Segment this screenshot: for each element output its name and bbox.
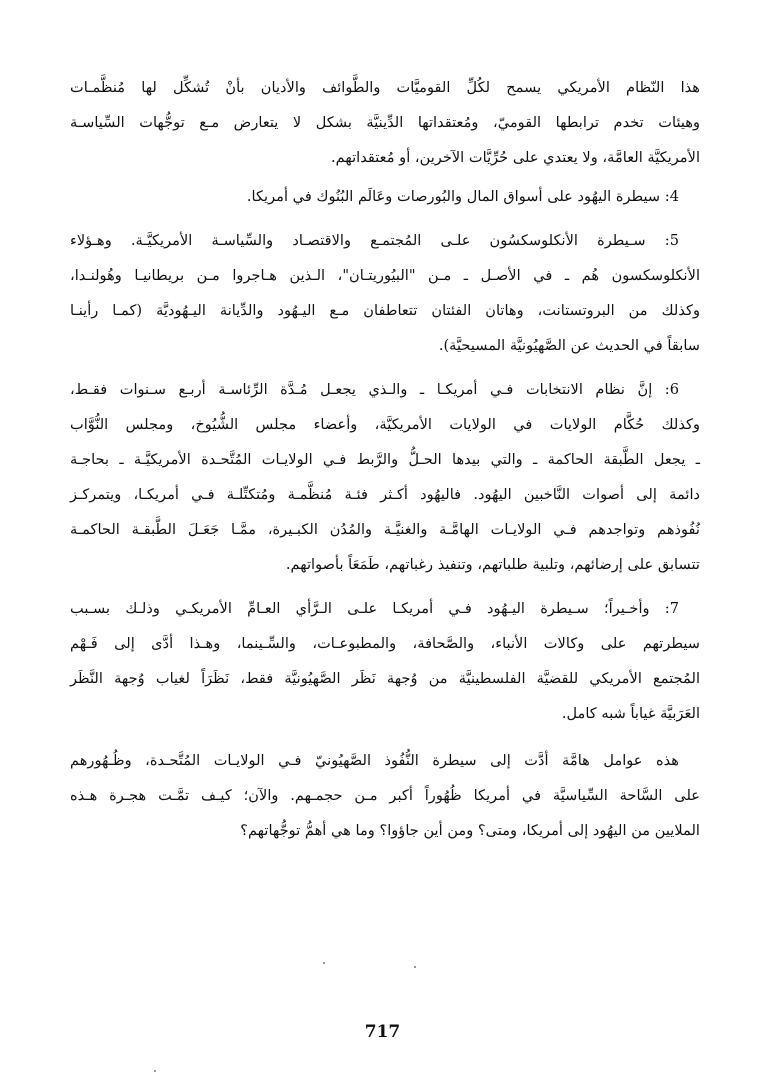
page-number: 717 (364, 1022, 401, 1042)
text-line: سابقاً في الحديث عن الصَّهيُونيَّة المسيحيَّة). (438, 337, 700, 354)
text-line: وكذلك من البروتستانت، وهاتان الفئتان تتعاطفان مـع اليـهُود والدِّيانة اليـهُوديَّة (كمـا رأينـا (70, 302, 700, 319)
paragraph-intro (70, 70, 700, 175)
text-line: تتسابق على إرضائهم، وتلبية طلباتهم، وتنفيذ رغباتهم، طَمَعَاً بأصواتهم. (285, 556, 700, 573)
text-line: هذا النّظام الأمريكي يسمح لكُلِّ القوميَّات والطَّوائف والأديان بأنْ تُشكِّل لها مُنظَّمـات (70, 79, 700, 96)
scan-speck (323, 962, 325, 964)
text-line: سيطرتهم على وكالات الأنباء، والصَّحافة، والمطبوعـات، والسِّـينما، وهـذا أدَّى إلى فَـهْم (70, 635, 700, 652)
scan-speck (154, 1070, 156, 1072)
text-line: ـ يجعل الطَّبقة الحاكمة ـ والتي بيدها الحـلُّ والرَّبط فـي الولايـات المُتَّحـدة الأمريكيَّـة ـ بحاجـة (70, 451, 700, 468)
text-line: 6: إنَّ نظام الانتخابات فـي أمريكـا ـ والـذي يجعـل مُـدَّة الرِّئاسـة أربـع سـنوات فقـط، (70, 381, 679, 398)
scan-speck (414, 966, 416, 968)
text-line: 5: سـيطرة الأنكلوسكسُون علـى المُجتمـع والاقتصـاد والسِّياسـة الأمريكيَّـة. وهـؤلاء (70, 232, 679, 249)
text-line: الأمريكيَّة العامَّة، ولا يعتدي على حُرِّيَّات الآخرين، أو مُعتقداتهم. (331, 149, 700, 166)
paragraph-point-6 (70, 372, 700, 582)
text-line: المُجتمع الأمريكي للقضيَّة الفلسطينيَّة من وُجهة نَظَر الصَّهيُونيَّة فقط، نَظَرَاً لغياب وُجهة النَّظَر (70, 670, 700, 687)
text-line: الملايين من اليهُود إلى أمريكا، ومتى؟ ومن أين جاؤوا؟ وما هي أهمُّ توجُّهاتهم؟ (240, 822, 700, 839)
text-line: 4: سيطرة اليهُود على أسواق المال والبُورصات وعَالَم البُنُوك في أمريكا. (246, 188, 679, 205)
text-line: على السَّاحة السِّياسيَّة في أمريكا ظُهُوراً أكبر مـن حجمـهم. والآن؛ كيـف تمَّـت هجـرة هـذه (70, 787, 700, 804)
paragraph-point-7 (70, 591, 700, 731)
paragraph-conclusion (70, 743, 700, 848)
paragraph-point-5 (70, 223, 700, 363)
text-line: دائمة إلى أصوات النَّاخبين اليهُود. فاليهُود أكـثر فئـة مُنظَّمـة ومُتكتِّلـة فـي أمريكـا، ويتمركـز (70, 486, 700, 503)
text-line: وكذلك حُكَّام الولايات في الولايات الأمريكيَّة، وأعضاء مجلس الشُّيُوخ، ومجلس النُّوَّاب (70, 416, 700, 433)
paragraph-point-4 (70, 179, 700, 214)
text-line: هذه عوامل هامَّة أدَّت إلى سيطرة النُّفُوذ الصَّهيُونيّ فـي الولايـات المُتَّحـدة، وظُـهُورهم (70, 752, 679, 769)
text-line: وهيئات تخدم ترابطها القوميّ، ومُعتقداتها الدِّينيَّة بشكل لا يتعارض مـع توجُّهات السِّياسـة (70, 114, 700, 131)
text-line: العَرَبيَّة غياباً شبه كامل. (561, 705, 700, 722)
text-line: 7: وأخـيراً؛ سـيطرة اليـهُود فـي أمريكـا علـى الـرَّأي العـامِّ الأمريكـي وذلـك بسـبب (70, 600, 679, 617)
text-line: الأنكلوسكسون هُم ـ في الأصـل ـ مـن "البيُوريتـان"، الـذين هـاجروا مـن بريطانيـا وهُولنـدا، (70, 267, 700, 284)
page-body (70, 70, 700, 848)
text-line: نُفُوذهم وتواجدهم فـي الولايـات الهامَّـة والغنيَّـة والمُدُن الكبـيرة، ممَّـا جَعَـلَ الطَّبقـة الحاكمـة (70, 521, 700, 538)
